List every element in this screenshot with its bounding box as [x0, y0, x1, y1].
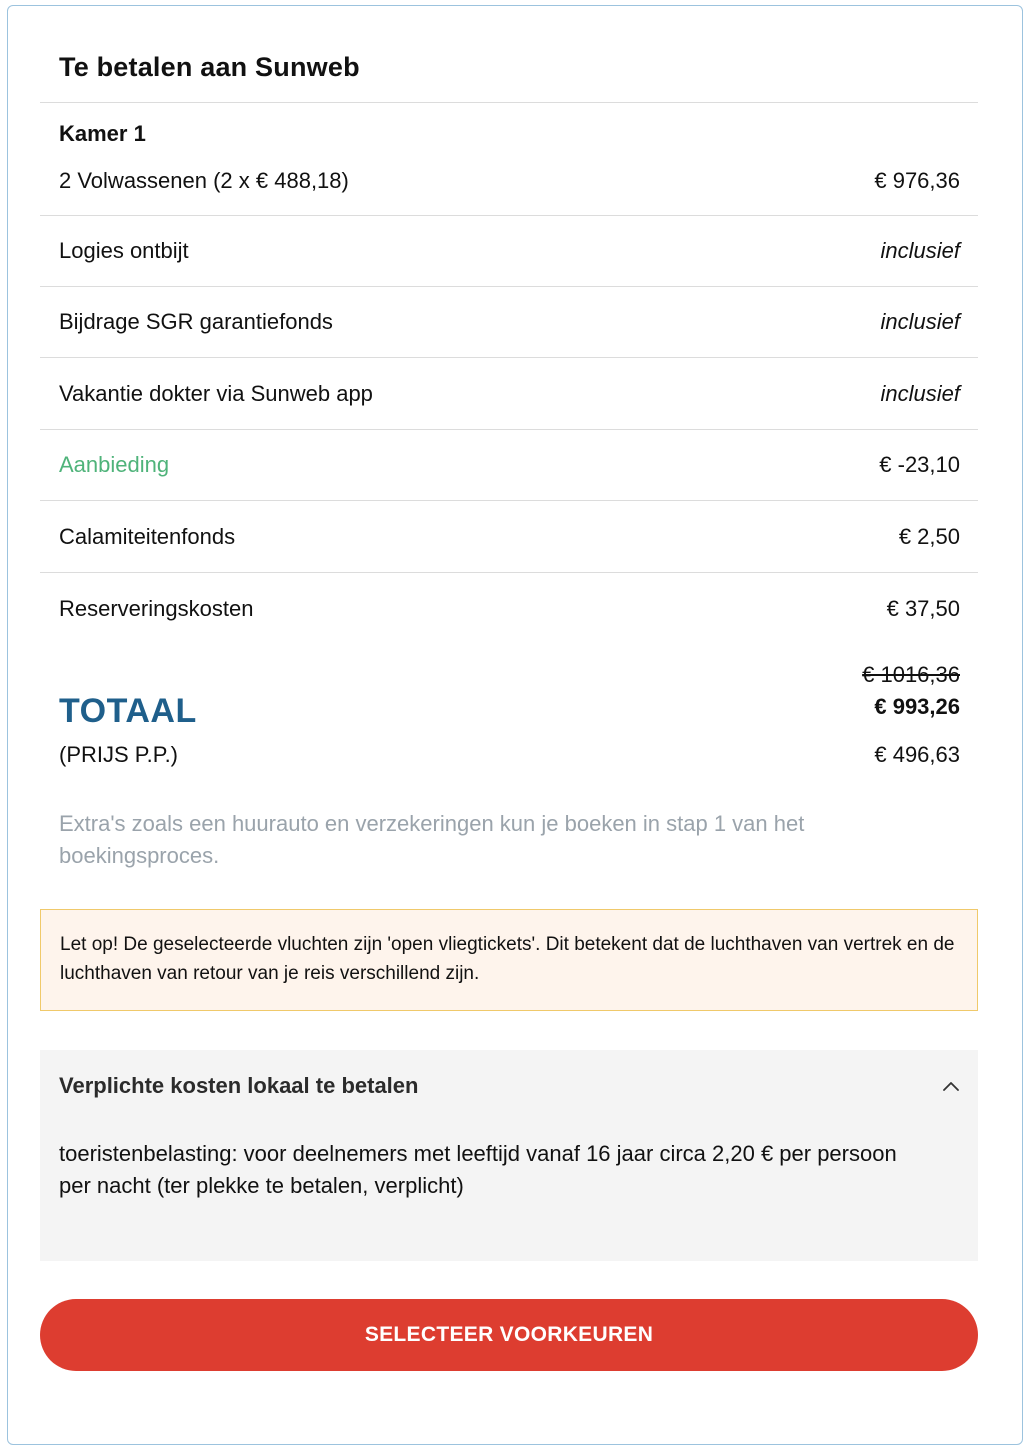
line-item-sgr — [40, 287, 978, 357]
line-item-amount: inclusief — [880, 238, 960, 263]
line-item-label: Bijdrage SGR garantiefonds — [59, 309, 333, 334]
line-item-calamiteitenfonds — [40, 501, 978, 572]
local-costs-accordion — [40, 1050, 978, 1261]
total-price: € 993,26 — [874, 694, 960, 719]
local-costs-body: toeristenbelasting: voor deelnemers met leeftijd vanaf 16 jaar circa 2,20 € per persoon per nacht (ter plekke te betalen, verplicht) — [59, 1141, 897, 1198]
line-item-label: Calamiteitenfonds — [59, 523, 236, 549]
totals-block — [40, 662, 978, 782]
price-per-person: € 496,63 — [874, 742, 960, 767]
room-line-label: 2 Volwassenen (2 x € 488,18) — [59, 168, 349, 193]
chevron-up-icon[interactable] — [943, 1078, 959, 1094]
divider — [40, 102, 978, 103]
select-preferences-button[interactable]: SELECTEER VOORKEUREN — [40, 1299, 978, 1371]
line-item-amount: € -23,10 — [879, 452, 960, 477]
line-item-label: Logies ontbijt — [59, 238, 189, 263]
room-line — [40, 164, 978, 198]
open-tickets-warning: Let op! De geselecteerde vluchten zijn 'open vliegtickets'. Dit betekent dat de luchthaven van vertrek en de luchthaven van retour van je reis verschillend zijn. — [40, 909, 978, 1011]
page-title: Te betalen aan Sunweb — [59, 52, 360, 82]
line-item-amount: € 2,50 — [898, 523, 960, 549]
line-item-amount: € 37,50 — [886, 596, 960, 621]
line-item-amount: inclusief — [880, 380, 960, 406]
line-item-reserveringskosten — [40, 573, 978, 645]
total-label: TOTAAL — [59, 692, 197, 730]
line-item-label: Aanbieding — [59, 452, 170, 477]
local-costs-title: Verplichte kosten lokaal te betalen — [59, 1073, 419, 1098]
room-title: Kamer 1 — [59, 121, 146, 146]
local-costs-accordion-header[interactable] — [59, 1070, 959, 1102]
extras-note: Extra's zoals een huurauto en verzekeringen kun je boeken in stap 1 van het boekingsproces. — [59, 811, 805, 868]
room-line-amount: € 976,36 — [874, 168, 960, 193]
line-item-label: Reserveringskosten — [59, 596, 254, 621]
line-item-amount: inclusief — [880, 309, 960, 334]
line-item-aanbieding — [40, 430, 978, 500]
line-item-logies — [40, 216, 978, 286]
line-item-label: Vakantie dokter via Sunweb app — [59, 380, 373, 406]
old-total-price: € 1016,36 — [862, 662, 960, 687]
line-item-vakantie-dokter — [40, 358, 978, 429]
price-per-person-label: (PRIJS P.P.) — [59, 742, 179, 767]
